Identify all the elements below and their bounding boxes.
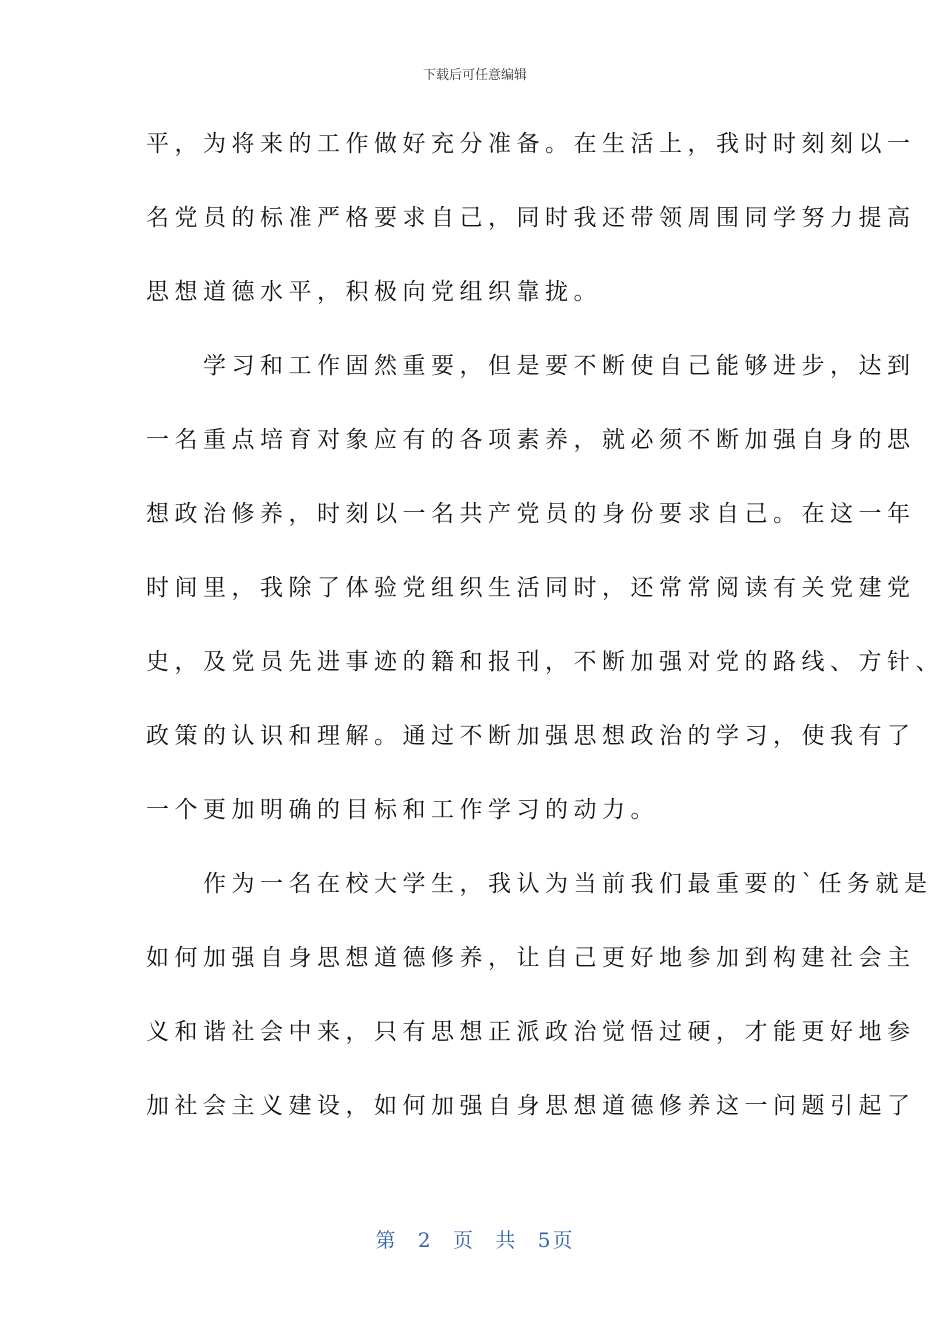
footer-gong: 共: [495, 1228, 518, 1252]
text-line: 一名重点培育对象应有的各项素养，就必须不断加强自身的思: [146, 427, 916, 453]
text-line: 思想道德水平，积极向党组织靠拢。: [146, 279, 602, 305]
text-line: 一个更加明确的目标和工作学习的动力。: [146, 797, 659, 823]
footer-di: 第: [375, 1228, 398, 1252]
footer-ye: 页: [453, 1228, 475, 1252]
text-line: 加社会主义建设，如何加强自身思想道德修养这一问题引起了: [146, 1093, 916, 1119]
footer-page-number: 2: [417, 1228, 433, 1252]
text-line: 史，及党员先进事迹的籍和报刊，不断加强对党的路线、方针、: [146, 649, 944, 675]
text-line: 平，为将来的工作做好充分准备。在生活上，我时时刻刻以一: [146, 131, 916, 157]
page-header: 下载后可任意编辑: [422, 68, 527, 83]
page-footer: [0, 1224, 950, 1253]
text-line: 名党员的标准严格要求自己，同时我还带领周围同学努力提高: [146, 205, 916, 231]
text-line: 义和谐社会中来，只有思想正派政治觉悟过硬，才能更好地参: [146, 1019, 916, 1045]
text-line: 如何加强自身思想道德修养，让自己更好地参加到构建社会主: [146, 945, 916, 971]
text-line: 想政治修养，时刻以一名共产党员的身份要求自己。在这一年: [146, 501, 916, 527]
text-line: 学习和工作固然重要，但是要不断使自己能够进步，达到: [146, 353, 916, 379]
document-body: [146, 114, 944, 1150]
footer-total-pages: 5页: [537, 1228, 575, 1252]
text-line: 作为一名在校大学生，我认为当前我们最重要的`任务就是: [146, 871, 933, 897]
text-line: 政策的认识和理解。通过不断加强思想政治的学习，使我有了: [146, 723, 916, 749]
text-line: 时间里，我除了体验党组织生活同时，还常常阅读有关党建党: [146, 575, 916, 601]
